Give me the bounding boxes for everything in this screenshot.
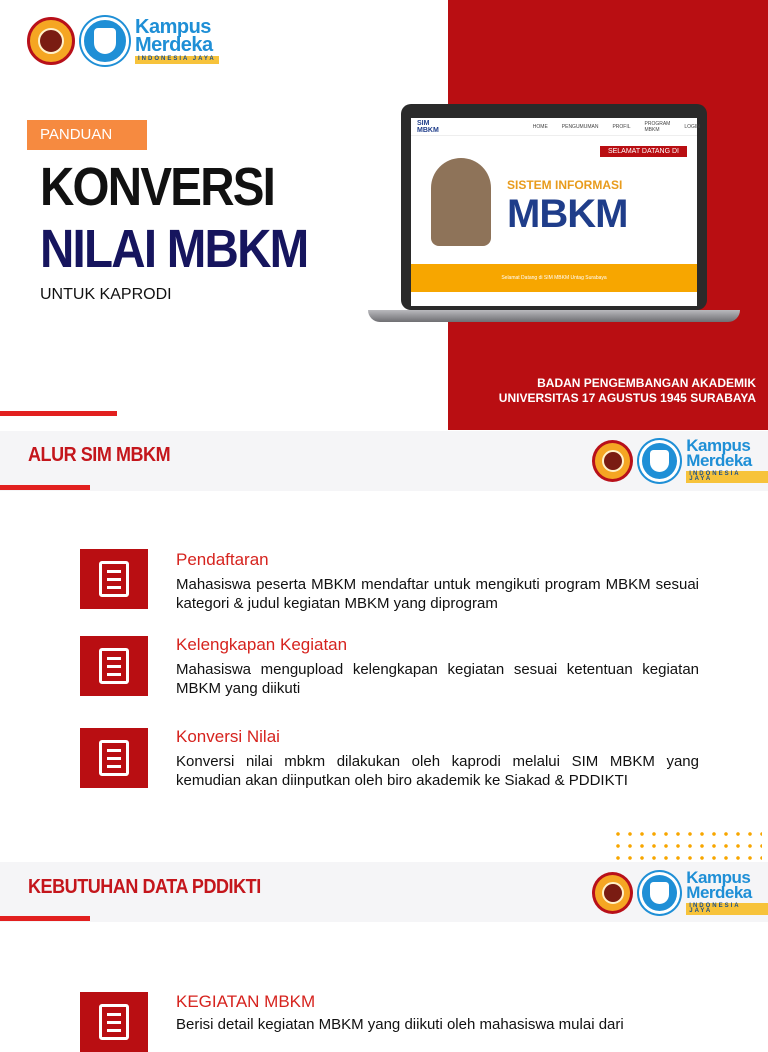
logo-line1: Kampus: [135, 16, 211, 39]
section1-underline: [0, 485, 90, 490]
screen-banner: Selamat Datang di SIM MBKM Untag Surabaya: [411, 264, 697, 292]
screen-nav-item: PROGRAM MBKM: [644, 120, 671, 133]
clipboard-check-icon: [80, 549, 148, 609]
header-logos: [27, 17, 219, 65]
item-title: Konversi Nilai: [176, 727, 280, 746]
section2-title: KEBUTUHAN DATA PDDIKTI: [28, 876, 261, 898]
item-text: Mahasiswa peserta MBKM mendaftar untuk mengikuti program MBKM sesuai kategori & judul kegiatan MBKM yang diprogram: [176, 576, 699, 612]
kampus-merdeka-logo: [686, 438, 768, 483]
laptop-screen: [411, 118, 700, 306]
hero-subtitle: UNTUK KAPRODI: [40, 286, 172, 303]
logo-tagline: INDONESIA JAYA: [686, 903, 768, 916]
university-seal-logo: [592, 872, 633, 914]
institution-name: [499, 376, 756, 406]
logo-line2: Merdeka: [686, 883, 752, 903]
tree-illustration-icon: [431, 158, 491, 246]
screen-system-label: SISTEM INFORMASI: [507, 178, 623, 192]
logo-tagline: INDONESIA JAYA: [686, 471, 768, 484]
laptop-mockup: [368, 104, 740, 326]
checklist-icon: [80, 728, 148, 788]
guide-badge: PANDUAN: [27, 120, 147, 150]
item-text: Konversi nilai mbkm dilakukan oleh kaprodi melalui SIM MBKM yang kemudian akan diinputkan oleh biro akademik ke Siakad & PDDIKTI: [176, 753, 699, 789]
divider-red: [0, 411, 117, 416]
hero-title-line1: KONVERSI: [40, 157, 275, 217]
section1-title: ALUR SIM MBKM: [28, 444, 171, 466]
laptop-base: [368, 310, 740, 322]
screen-nav-item: PROFIL: [612, 123, 631, 130]
hero-title-line2: NILAI MBKM: [40, 219, 308, 279]
section2-underline: [0, 916, 90, 921]
logo-line2: Merdeka: [686, 451, 752, 471]
logo-line1: Kampus: [686, 868, 751, 887]
tut-wuri-handayani-logo: [81, 17, 129, 65]
tut-wuri-handayani-logo: [639, 872, 680, 914]
section2-logos: [592, 870, 768, 915]
kampus-merdeka-logo: [686, 870, 768, 915]
item-text: Berisi detail kegiatan MBKM yang diikuti oleh mahasiswa mulai dari: [176, 1016, 624, 1033]
dot-pattern-decoration: [612, 828, 762, 862]
logo-line2: Merdeka: [135, 34, 213, 57]
screen-navbar: [411, 118, 700, 136]
item-title: Kelengkapan Kegiatan: [176, 635, 348, 654]
kampus-merdeka-logo: [135, 18, 219, 63]
university-seal-logo: [592, 440, 633, 482]
screen-welcome-strip: SELAMAT DATANG DI: [600, 146, 687, 157]
screen-nav-item: PENGUMUMAN: [561, 123, 599, 130]
clipboard-check-icon: [80, 992, 148, 1052]
logo-tagline: INDONESIA JAYA: [135, 56, 219, 63]
tut-wuri-handayani-logo: [639, 440, 680, 482]
screen-nav-item: HOME: [532, 123, 548, 130]
screen-nav-item: LOGIN: [684, 123, 700, 130]
item-title: Pendaftaran: [176, 550, 269, 569]
university-seal-logo: [27, 17, 75, 65]
logo-line1: Kampus: [686, 436, 751, 455]
institution-line1: BADAN PENGEMBANGAN AKADEMIK: [537, 376, 756, 390]
screen-big-title: MBKM: [507, 192, 628, 236]
section1-logos: [592, 438, 768, 483]
item-text: Mahasiswa mengupload kelengkapan kegiatan sesuai ketentuan kegiatan MBKM yang diikuti: [176, 661, 699, 697]
institution-line2: UNIVERSITAS 17 AGUSTUS 1945 SURABAYA: [498, 391, 756, 405]
handshake-icon: [80, 636, 148, 696]
item-title: KEGIATAN MBKM: [176, 992, 316, 1011]
screen-brand: SIM MBKM: [417, 119, 439, 134]
